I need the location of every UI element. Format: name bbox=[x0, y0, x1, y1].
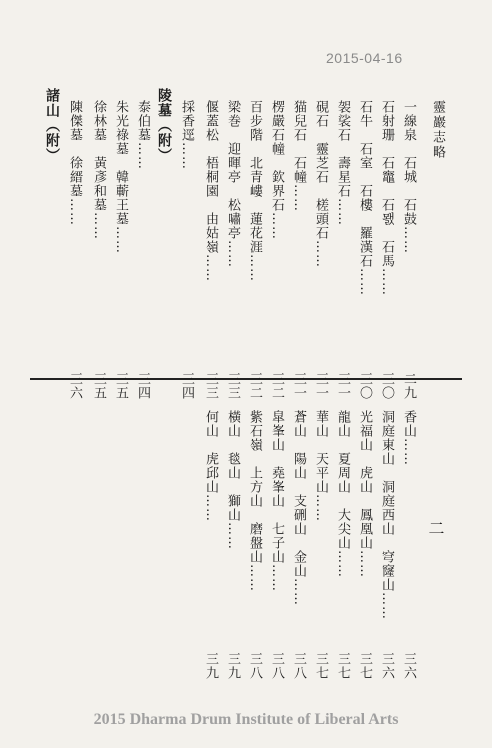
toc-entry[interactable]: 一線泉 石城 石鼓…… 二九 bbox=[401, 100, 416, 400]
toc-entry[interactable]: 硯石 靈芝石 槎頭石…… 三一 bbox=[313, 100, 328, 400]
toc-entry[interactable]: 陳傑墓 徐縉墓…… 三六 bbox=[67, 100, 82, 400]
toc-entry[interactable]: 梁巻 迎暉亭 松嘯亭…… 三三 bbox=[225, 100, 240, 400]
toc-entry[interactable]: 華山 天平山…… 三七 bbox=[313, 410, 328, 680]
institution-watermark: 2015 Dharma Drum Institute of Liberal Arts bbox=[93, 711, 399, 728]
toc-entry[interactable]: 紫石嶺 上方山 磨盤山…… 三八 bbox=[247, 410, 262, 680]
toc-entry[interactable]: 何山 虎邱山…… 三九 bbox=[203, 410, 218, 680]
toc-entry[interactable]: 偃蓋松 梧桐園 由姑嶺…… 三三 bbox=[203, 100, 218, 400]
toc-entry[interactable]: 蒼山 陽山 支硎山 金山…… 三八 bbox=[291, 410, 306, 680]
toc-section-heading[interactable]: 諸山（附） bbox=[44, 88, 60, 163]
toc-entry[interactable]: 光福山 虎山 鳳凰山…… 三七 bbox=[357, 410, 372, 680]
toc-entry[interactable]: 泰伯墓…… 三四 bbox=[135, 100, 150, 400]
scan-date-stamp: 2015-04-16 bbox=[326, 50, 403, 66]
toc-entry[interactable]: 採香逕…… 三四 bbox=[179, 100, 194, 400]
running-title: 靈巖志略 bbox=[430, 100, 445, 160]
toc-entry[interactable]: 香山…… 三六 bbox=[401, 410, 416, 680]
toc-section-heading[interactable]: 陵墓（附） bbox=[156, 88, 172, 163]
toc-entry[interactable]: 洞庭東山 洞庭西山 穹窿山…… 三六 bbox=[379, 410, 394, 680]
toc-entry[interactable]: 百步階 北青嶁 蓮花涯…… 三二 bbox=[247, 100, 262, 400]
toc-entry[interactable]: 皐峯山 堯峯山 七子山…… 三八 bbox=[269, 410, 284, 680]
toc-entry[interactable]: 猫兒石 石幢…… 三一 bbox=[291, 100, 306, 400]
toc-entry[interactable]: 朱光祿墓 韓蘄王墓…… 三五 bbox=[113, 100, 128, 400]
toc-entry[interactable]: 徐林墓 黃彥和墓…… 三五 bbox=[91, 100, 106, 400]
page-number: 二 bbox=[426, 520, 445, 536]
toc-entry[interactable]: 橫山 毯山 獅山…… 三九 bbox=[225, 410, 240, 680]
toc-entry[interactable]: 袈裟石 壽星石…… 三一 bbox=[335, 100, 350, 400]
toc-entry[interactable]: 楞嚴石幢 欽界石…… 三二 bbox=[269, 100, 284, 400]
toc-entry[interactable]: 石牛 石室 石樓 羅漢石…… 三〇 bbox=[357, 100, 372, 400]
toc-entry[interactable]: 龍山 夏周山 大尖山…… 三七 bbox=[335, 410, 350, 680]
toc-entry[interactable]: 石射珊 石竈 石뫬 石馬…… 三〇 bbox=[379, 100, 394, 400]
